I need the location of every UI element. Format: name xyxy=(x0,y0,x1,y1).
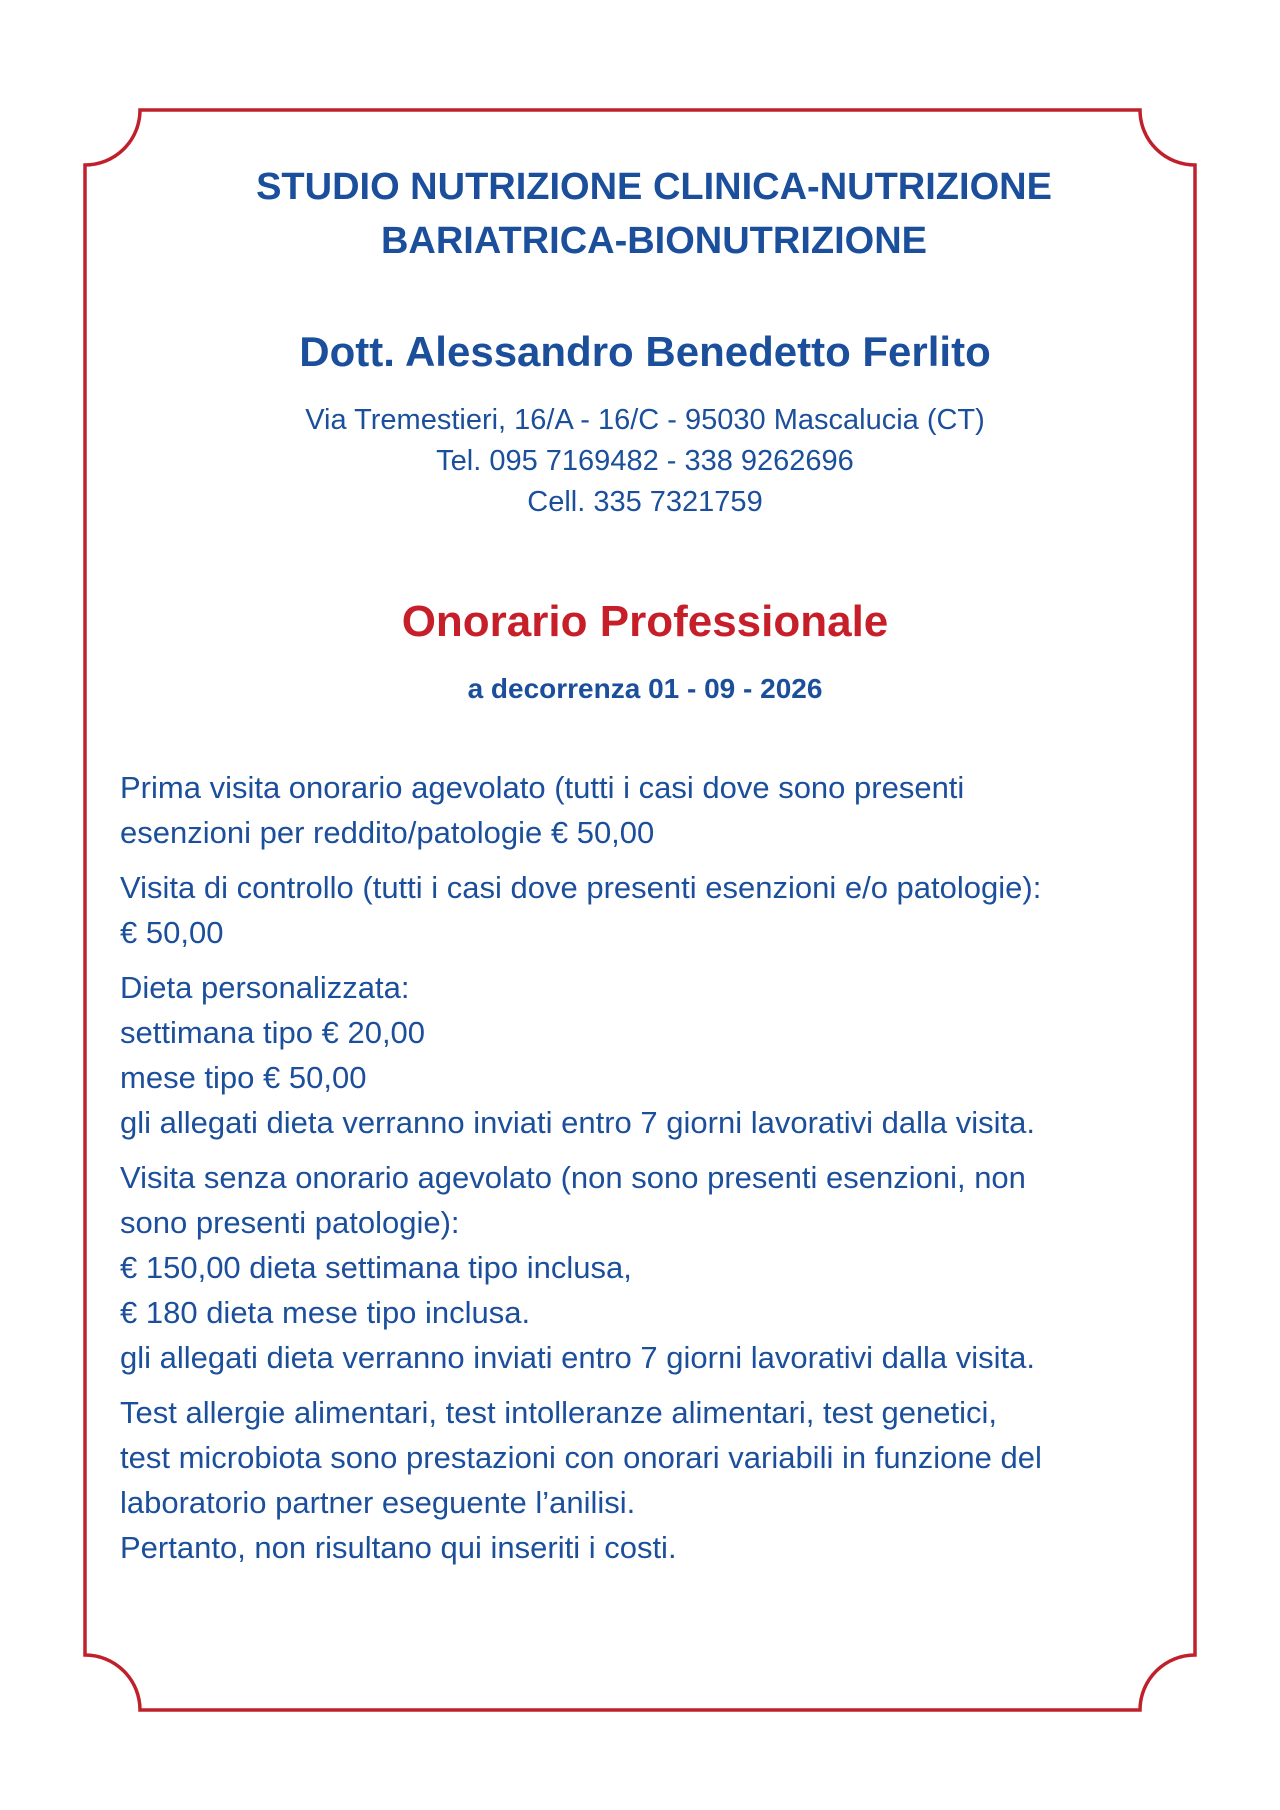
fee-line: mese tipo € 50,00 xyxy=(120,1060,367,1095)
price-list-content xyxy=(120,160,1170,1580)
effective-date: a decorrenza 01 - 09 - 2026 xyxy=(467,673,823,704)
page-title: Onorario Professionale xyxy=(401,597,889,646)
studio-name-line2: BARIATRICA-BIONUTRIZIONE xyxy=(380,220,928,262)
fee-personalized-diet xyxy=(120,965,1170,1145)
fee-full-visit xyxy=(120,1155,1170,1380)
fee-line: € 180 dieta mese tipo inclusa. xyxy=(120,1295,531,1330)
fee-line: test microbiota sono prestazioni con onorari variabili in funzione del xyxy=(120,1440,1042,1475)
contact-info xyxy=(120,400,1170,523)
fee-line: settimana tipo € 20,00 xyxy=(120,1015,426,1050)
studio-name xyxy=(138,160,1170,268)
fee-lab-tests xyxy=(120,1390,1170,1570)
fee-line: Test allergie alimentari, test intolleranze alimentari, test genetici, xyxy=(120,1395,998,1430)
fee-line: € 50,00 xyxy=(120,915,224,950)
fee-line: esenzioni per reddito/patologie € 50,00 xyxy=(120,815,655,850)
studio-name-line1: STUDIO NUTRIZIONE CLINICA-NUTRIZIONE xyxy=(256,166,1052,208)
fee-line: Dieta personalizzata: xyxy=(120,970,410,1005)
fee-line: gli allegati dieta verranno inviati entro 7 giorni lavorativi dalla visita. xyxy=(120,1105,1035,1140)
fee-list xyxy=(120,765,1170,1570)
fee-first-visit xyxy=(120,765,1170,855)
fee-line: Visita di controllo (tutti i casi dove presenti esenzioni e/o patologie): xyxy=(120,870,1042,905)
cellphone: Cell. 335 7321759 xyxy=(527,486,763,518)
fee-line: Visita senza onorario agevolato (non sono presenti esenzioni, non xyxy=(120,1160,1026,1195)
address: Via Tremestieri, 16/A - 16/C - 95030 Mascalucia (CT) xyxy=(305,404,985,436)
fee-line: gli allegati dieta verranno inviati entro 7 giorni lavorativi dalla visita. xyxy=(120,1340,1035,1375)
fee-line: Pertanto, non risultano qui inseriti i costi. xyxy=(120,1530,677,1565)
fee-control-visit xyxy=(120,865,1170,955)
fee-line: laboratorio partner eseguente l’anilisi. xyxy=(120,1485,636,1520)
doctor-name: Dott. Alessandro Benedetto Ferlito xyxy=(299,328,991,375)
fee-line: sono presenti patologie): xyxy=(120,1205,460,1240)
fee-line: Prima visita onorario agevolato (tutti i casi dove sono presenti xyxy=(120,770,965,805)
fee-line: € 150,00 dieta settimana tipo inclusa, xyxy=(120,1250,632,1285)
telephone: Tel. 095 7169482 - 338 9262696 xyxy=(436,445,854,477)
